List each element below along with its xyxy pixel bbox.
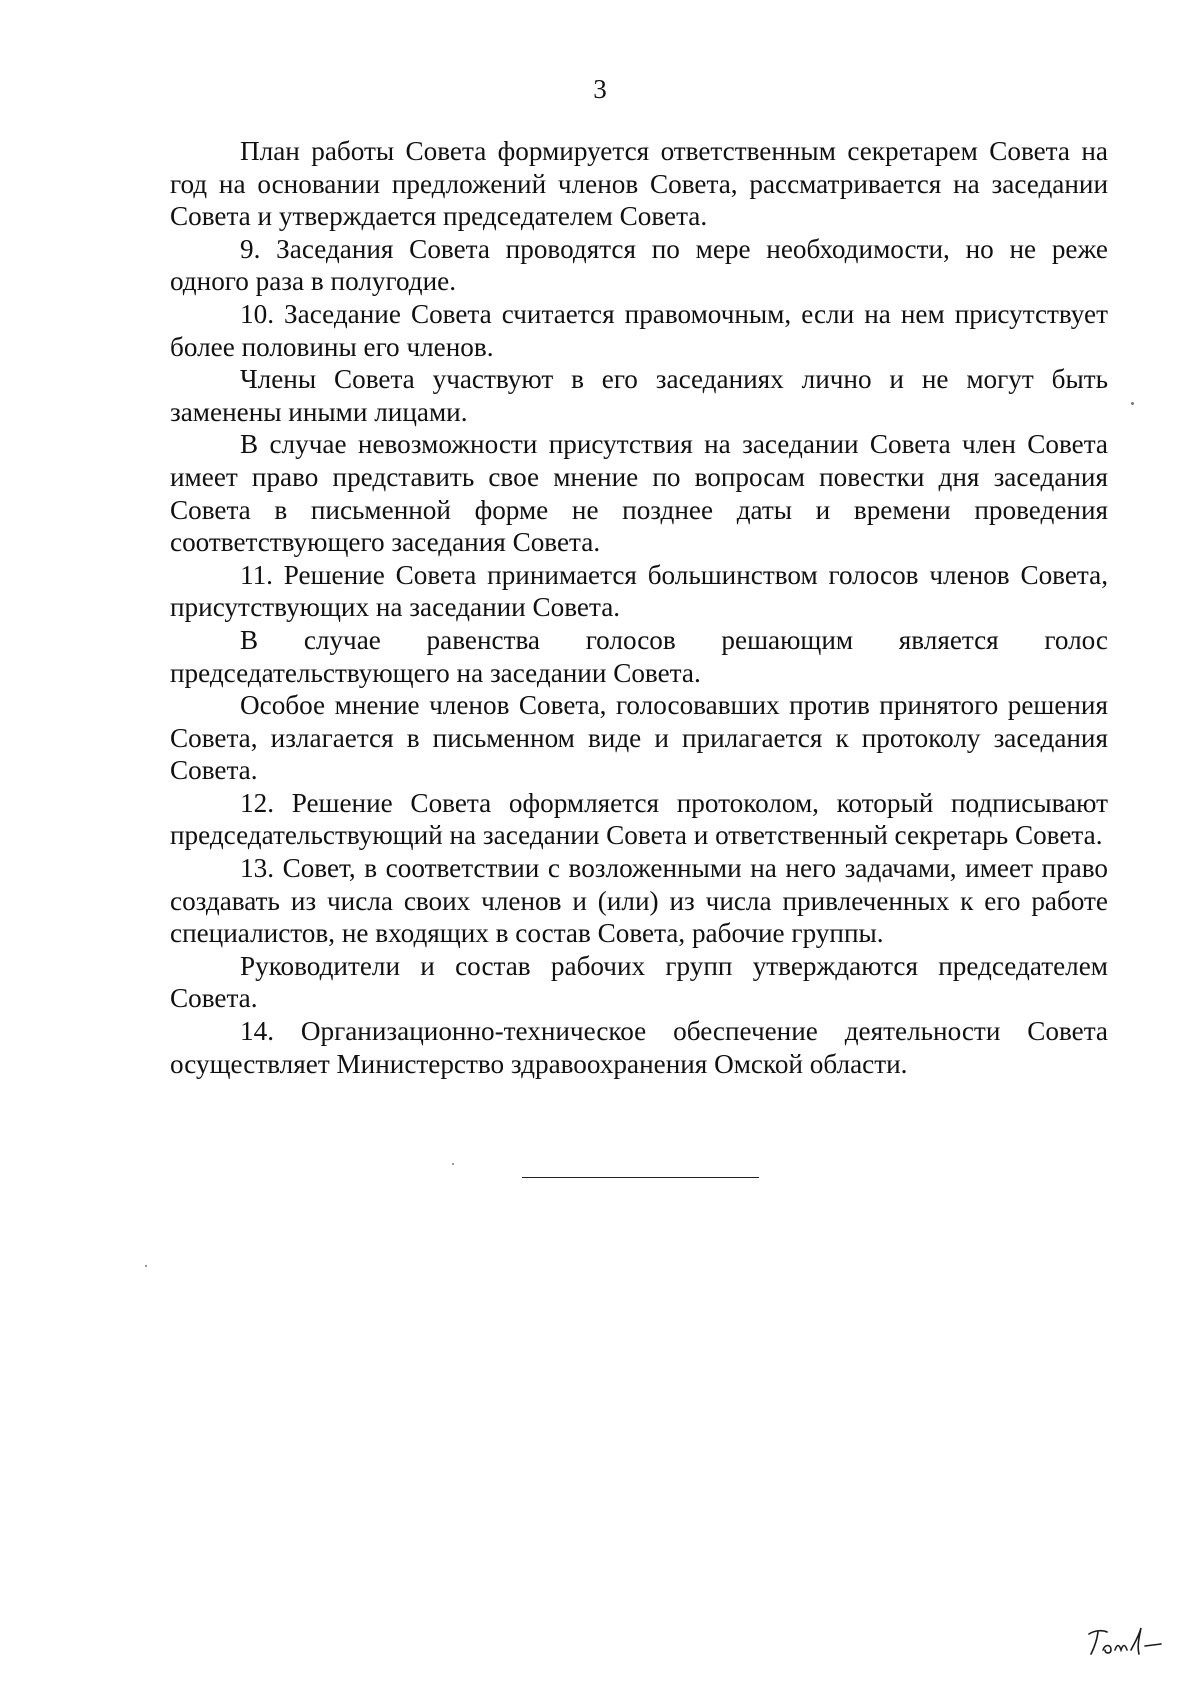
paragraph-members: Члены Совета участвуют в его заседаниях лично и не могут быть заменены иными лицами. — [170, 364, 1108, 427]
end-rule-divider — [522, 1177, 759, 1178]
paragraph-14: 14. Организационно-техническое обеспечение деятельности Совета осуществляет Министерство здравоохранения Омской области. — [170, 1016, 1108, 1079]
scan-speck — [452, 1163, 454, 1165]
paragraph-13: 13. Совет, в соответствии с возложенными на него задачами, имеет право создавать из числа своих членов и (или) из числа привлеченных к его работе специалистов, не входящих в состав Совета, рабочие группы. — [170, 853, 1108, 949]
paragraph-11: 11. Решение Совета принимается большинством голосов членов Совета, присутствующих на заседании Совета. — [170, 559, 1108, 623]
paragraph-plan: План работы Совета формируется ответственным секретарем Совета на год на основании предложений членов Совета, рассматривается на заседании Совета и утверждается председателем Совета. — [170, 136, 1108, 232]
paragraph-9: 9. Заседания Совета проводятся по мере необходимости, но не реже одного раза в полугодие. — [170, 233, 1108, 297]
paragraph-12: 12. Решение Совета оформляется протоколом, который подписывают председательствующий на заседании Совета и ответственный секретарь Совета. — [170, 787, 1108, 851]
scan-speck — [1131, 402, 1134, 405]
paragraph-dissent: Особое мнение членов Совета, голосовавших против принятого решения Совета, излагается в письменном виде и прилагается к протоколу заседания Совета. — [170, 690, 1108, 786]
page-number: 3 — [593, 74, 607, 104]
paragraph-10: 10. Заседание Совета считается правомочным, если на нем присутствует более половины его членов. — [170, 298, 1108, 362]
scan-speck — [145, 1265, 147, 1267]
paragraph-tie-vote: В случае равенства голосов решающим является голос председательствующего на заседании Совета. — [170, 624, 1108, 688]
paragraph-absence: В случае невозможности присутствия на заседании Совета член Совета имеет право представить свое мнение по вопросам повестки дня заседания Совета в письменной форме не позднее даты и времени проведения соответствующего заседания Совета. — [170, 429, 1108, 558]
document-body — [170, 135, 1108, 1080]
handwritten-signature — [1085, 1620, 1165, 1660]
paragraph-working-groups: Руководители и состав рабочих групп утверждаются председателем Совета. — [170, 950, 1108, 1014]
